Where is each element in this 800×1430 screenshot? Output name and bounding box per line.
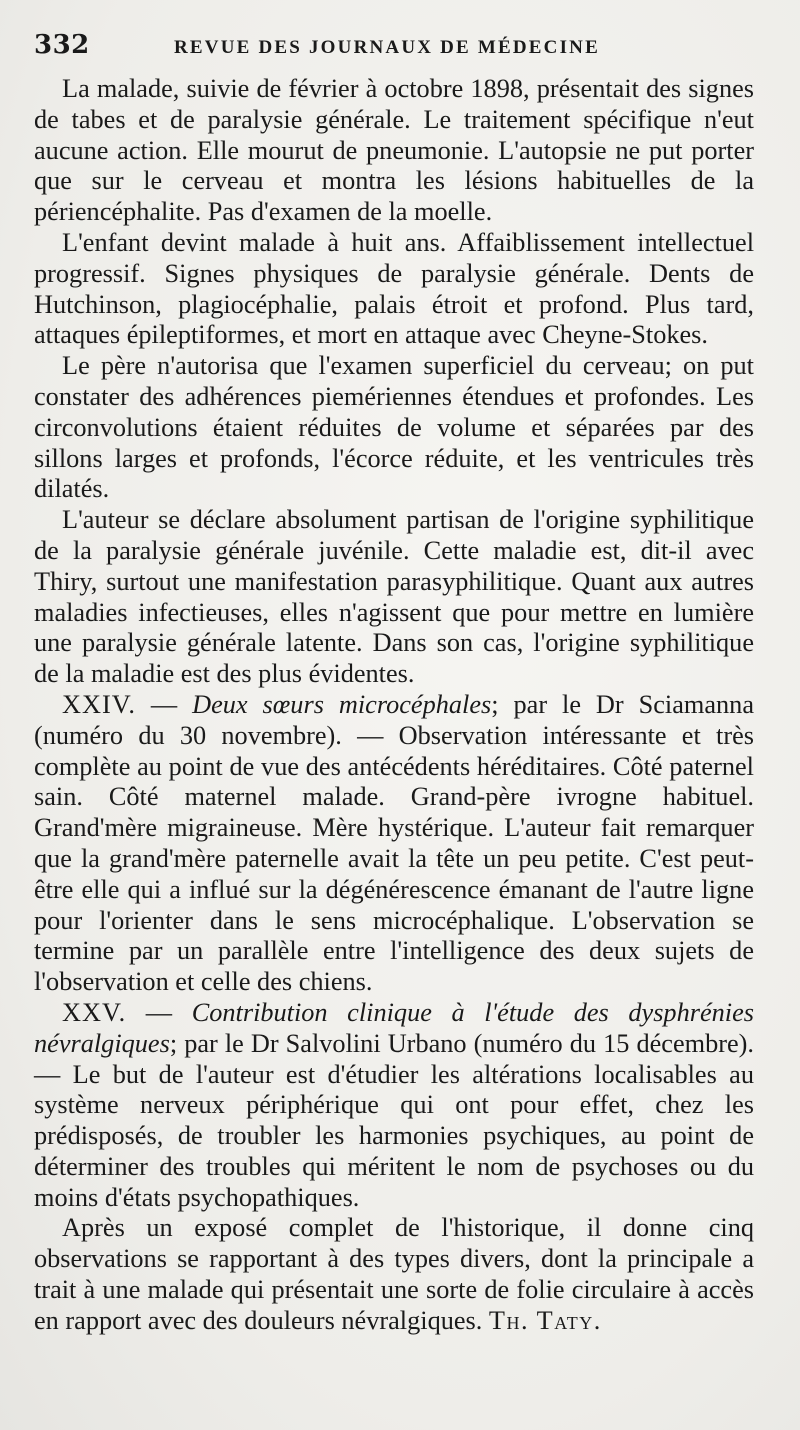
paragraph-1: La malade, suivie de février à octobre 1898, présentait des signes de tabes et de paralysie générale. Le traitement spécifique n'eut aucune action. Elle mourut de pneumonie. L'autopsie ne put porter que sur le cerveau et montra les lésions habituelles de la périencéphalite. Pas d'examen de la moelle. <box>34 74 754 227</box>
paragraph-3: Le père n'autorisa que l'examen superficiel du cerveau; on put constater des adhérences piemériennes étendues et profondes. Les circonvolutions étaient réduites de volume et séparées par des sillons larges et profonds, l'écorce réduite, et les ventricules très dilatés. <box>34 351 754 504</box>
item-dash: — <box>135 689 193 719</box>
item-title: Contribution clinique à l'étude des dysphrénies névralgiques <box>34 997 754 1058</box>
paragraph-2: L'enfant devint malade à huit ans. Affaiblissement intellectuel progressif. Signes physiques de paralysie générale. Dents de Hutchinson, plagiocéphalie, palais étroit et profond. Plus tard, attaques épileptiformes, et mort en attaque avec Cheyne-Stokes. <box>34 227 754 350</box>
running-head <box>34 30 754 70</box>
page-number: 332 <box>34 30 90 60</box>
journal-title: REVUE DES JOURNAUX DE MÉDECINE <box>174 37 600 58</box>
item-number: XXIV. <box>62 689 136 719</box>
paragraph-7-text: Après un exposé complet de l'historique, il donne cinq observations se rapportant à des types divers, dont la principale a trait à une malade qui présentait une sorte de folie circulaire à accès en rapport avec des douleurs névralgiques. <box>34 1213 754 1335</box>
item-text: ; par le Dr Salvolini Urbano (numéro du 15 décembre). — Le but de l'auteur est d'étudier les altérations localisables au système nerveux périphérique qui ont pour effet, chez les prédisposés, de troubler les harmonies psychiques, au point de déterminer des troubles qui méritent le nom de psychoses ou du moins d'états psychopathiques. <box>34 1028 754 1212</box>
author-signature: Th. Taty. <box>488 1305 602 1335</box>
item-number: XXV. <box>62 997 127 1027</box>
paragraph-4: L'auteur se déclare absolument partisan de l'origine syphilitique de la paralysie générale juvénile. Cette maladie est, dit-il avec Thiry, surtout une manifestation parasyphilitique. Quant aux autres maladies infectieuses, elles n'agissent que pour mettre en lumière une paralysie générale latente. Dans son cas, l'origine syphilitique de la maladie est des plus évidentes. <box>34 505 754 689</box>
paragraph-7 <box>34 1213 754 1336</box>
item-dash: — <box>126 997 192 1027</box>
item-title: Deux sœurs microcéphales <box>192 689 492 719</box>
article-body <box>34 74 754 1337</box>
review-item-xxv <box>34 998 754 1214</box>
item-text: ; par le Dr Sciamanna (numéro du 30 novembre). — Observation intéressante et très complète au point de vue des antécédents héréditaires. Côté paternel sain. Côté maternel malade. Grand-père ivrogne habituel. Grand'mère migraineuse. Mère hystérique. L'auteur fait remarquer que la grand'mère paternelle avait la tête un peu petite. C'est peut-être elle qui a influé sur la dégénérescence émanant de l'autre ligne pour l'orienter dans le sens microcéphalique. L'observation se termine par un parallèle entre l'intelligence des deux sujets de l'observation et celle des chiens. <box>34 689 754 997</box>
review-item-xxiv <box>34 690 754 998</box>
